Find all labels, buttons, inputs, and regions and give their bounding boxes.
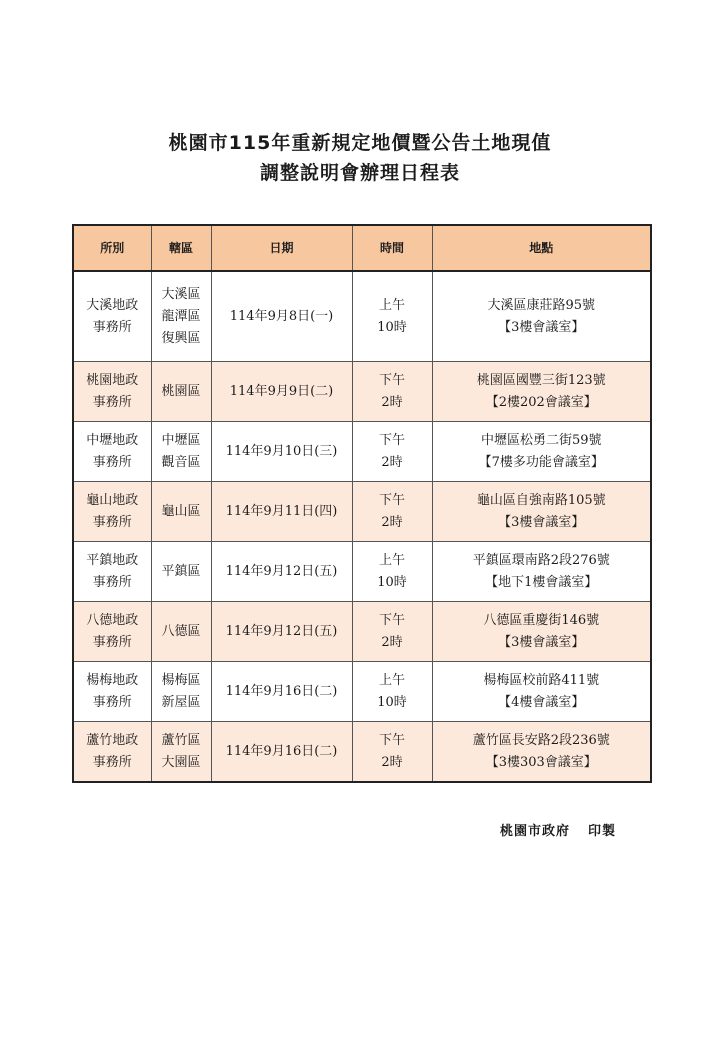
district-cell: 平鎮區 xyxy=(151,542,211,602)
time-cell: 下午 2時 xyxy=(352,482,432,542)
date-cell: 114年9月12日(五) xyxy=(211,602,352,662)
time-cell: 下午 2時 xyxy=(352,602,432,662)
office-cell: 龜山地政 事務所 xyxy=(73,482,151,542)
issuer-action: 印製 xyxy=(588,824,617,839)
location-cell: 八德區重慶街146號 【3樓會議室】 xyxy=(432,602,651,662)
table-row xyxy=(73,602,651,662)
office-cell: 中壢地政 事務所 xyxy=(73,422,151,482)
location-cell: 桃園區國豐三街123號 【2樓202會議室】 xyxy=(432,362,651,422)
date-cell: 114年9月11日(四) xyxy=(211,482,352,542)
office-cell: 平鎮地政 事務所 xyxy=(73,542,151,602)
date-cell: 114年9月9日(二) xyxy=(211,362,352,422)
table-row xyxy=(73,662,651,722)
time-cell: 上午 10時 xyxy=(352,662,432,722)
time-cell: 下午 2時 xyxy=(352,422,432,482)
table-row xyxy=(73,722,651,783)
district-cell: 大溪區 龍潭區 復興區 xyxy=(151,271,211,362)
header-office: 所別 xyxy=(73,225,151,271)
issuer-footer xyxy=(500,820,616,839)
document-title xyxy=(0,128,720,188)
time-cell: 下午 2時 xyxy=(352,722,432,783)
office-cell: 桃園地政 事務所 xyxy=(73,362,151,422)
header-district: 轄區 xyxy=(151,225,211,271)
date-cell: 114年9月16日(二) xyxy=(211,662,352,722)
district-cell: 桃園區 xyxy=(151,362,211,422)
office-cell: 大溪地政 事務所 xyxy=(73,271,151,362)
office-cell: 蘆竹地政 事務所 xyxy=(73,722,151,783)
location-cell: 大溪區康莊路95號 【3樓會議室】 xyxy=(432,271,651,362)
date-cell: 114年9月8日(一) xyxy=(211,271,352,362)
table-row xyxy=(73,362,651,422)
district-cell: 楊梅區 新屋區 xyxy=(151,662,211,722)
district-cell: 中壢區 觀音區 xyxy=(151,422,211,482)
time-cell: 上午 10時 xyxy=(352,542,432,602)
location-cell: 蘆竹區長安路2段236號 【3樓303會議室】 xyxy=(432,722,651,783)
title-line-2: 調整說明會辦理日程表 xyxy=(259,162,460,184)
office-cell: 楊梅地政 事務所 xyxy=(73,662,151,722)
time-cell: 下午 2時 xyxy=(352,362,432,422)
district-cell: 龜山區 xyxy=(151,482,211,542)
title-line-1: 桃園市115年重新規定地價暨公告土地現值 xyxy=(168,132,552,154)
table-row xyxy=(73,482,651,542)
district-cell: 八德區 xyxy=(151,602,211,662)
issuer-name: 桃園市政府 xyxy=(500,824,571,839)
header-location: 地點 xyxy=(432,225,651,271)
location-cell: 楊梅區校前路411號 【4樓會議室】 xyxy=(432,662,651,722)
table-row xyxy=(73,542,651,602)
schedule-table xyxy=(72,224,652,783)
district-cell: 蘆竹區 大園區 xyxy=(151,722,211,783)
office-cell: 八德地政 事務所 xyxy=(73,602,151,662)
date-cell: 114年9月10日(三) xyxy=(211,422,352,482)
date-cell: 114年9月16日(二) xyxy=(211,722,352,783)
table-row xyxy=(73,271,651,362)
header-time: 時間 xyxy=(352,225,432,271)
location-cell: 龜山區自強南路105號 【3樓會議室】 xyxy=(432,482,651,542)
header-date: 日期 xyxy=(211,225,352,271)
table-row xyxy=(73,422,651,482)
location-cell: 平鎮區環南路2段276號 【地下1樓會議室】 xyxy=(432,542,651,602)
date-cell: 114年9月12日(五) xyxy=(211,542,352,602)
location-cell: 中壢區松勇二街59號 【7樓多功能會議室】 xyxy=(432,422,651,482)
table-header-row xyxy=(73,225,651,271)
time-cell: 上午 10時 xyxy=(352,271,432,362)
